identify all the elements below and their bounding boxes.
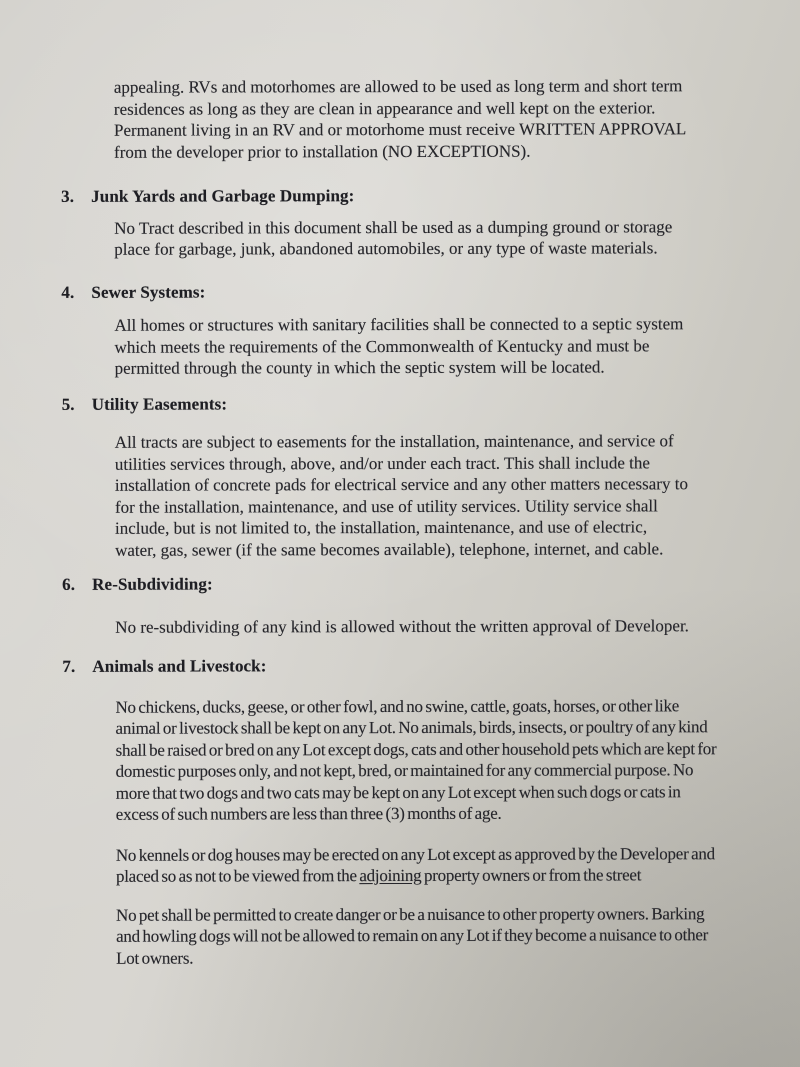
section-paragraph <box>116 843 723 888</box>
section-heading <box>62 572 744 595</box>
section-re-subdividing <box>62 572 744 638</box>
section-junk-yards <box>61 184 743 260</box>
section-title: Sewer Systems: <box>91 282 206 302</box>
section-title: Re-Subdividing: <box>92 574 213 594</box>
section-heading <box>62 654 744 677</box>
section-paragraph: No re-subdividing of any kind is allowed without the written approval of Developer. <box>115 615 689 637</box>
section-number: 5. <box>61 394 75 414</box>
section-heading <box>61 280 743 303</box>
section-utility-easements <box>62 392 744 561</box>
section-paragraph: All tracts are subject to easements for the installation, maintenance, and service of utilities services through, above, and/or under each tract. This shall include the installation of concrete pads for electrical service and any other matters necessary to for the installation, maintenance, and use of utility services. Utility service shall include, but is not limited to, the installation, maintenance, and use of electric, water, gas, sewer (if the same becomes available), telephone, internet, and cable. <box>114 431 688 560</box>
section-number: 3. <box>61 186 75 206</box>
section-paragraph: No Tract described in this document shall be used as a dumping ground or storage place for garbage, junk, abandoned automobiles, or any type of waste materials. <box>114 216 673 259</box>
section-heading <box>61 184 743 207</box>
intro-paragraph: appealing. RVs and motorhomes are allowed to be used as long term and short term residences as long as they are clean in appearance and well kept on the exterior. Permanent living in an RV and or motorhome must receive WRITTEN APPROVAL from the developer prior to installation (NO EXCEPTIONS). <box>113 76 686 162</box>
section-paragraph: No chickens, ducks, geese, or other fowl, and no swine, cattle, goats, horses, or other like animal or livestock shall be kept on any Lot. No animals, birds, insects, or poultry of any kind shall be raised or bred on any Lot except dogs, cats and other household pets which are kept for domestic purposes only, and not kept, bred, or maintained for any commercial purpose. No more that two dogs and two cats may be kept on any Lot except when such dogs or cats in excess of such numbers are less than three (3) months of age. <box>115 695 717 824</box>
section-heading <box>62 392 744 415</box>
section-sewer-systems <box>61 280 743 380</box>
section-number: 4. <box>61 282 75 302</box>
document-page <box>61 75 745 969</box>
paragraph-text: No kennels or dog houses may be erected on any Lot except as approved by the Developer and placed so as not to be viewed from the <box>115 843 715 886</box>
section-number: 6. <box>62 574 76 594</box>
section-paragraph: No pet shall be permitted to create danger or be a nuisance to other property owners. Barking and howling dogs will not be allowed to remain on any Lot if they become a nuisance to other Lot owners. <box>116 903 709 968</box>
underlined-word: adjoining <box>359 865 422 886</box>
section-number: 7. <box>62 656 76 676</box>
section-title: Junk Yards and Garbage Dumping: <box>91 186 355 206</box>
section-paragraph: All homes or structures with sanitary facilities shall be connected to a septic system which meets the requirements of the Commonwealth of Kentucky and must be permitted through the county in which the septic system will be located. <box>114 314 684 378</box>
section-title: Utility Easements: <box>91 393 228 414</box>
paragraph-text: property owners or from the street <box>421 865 642 885</box>
section-title: Animals and Livestock: <box>92 656 267 676</box>
section-animals-livestock <box>62 654 745 969</box>
